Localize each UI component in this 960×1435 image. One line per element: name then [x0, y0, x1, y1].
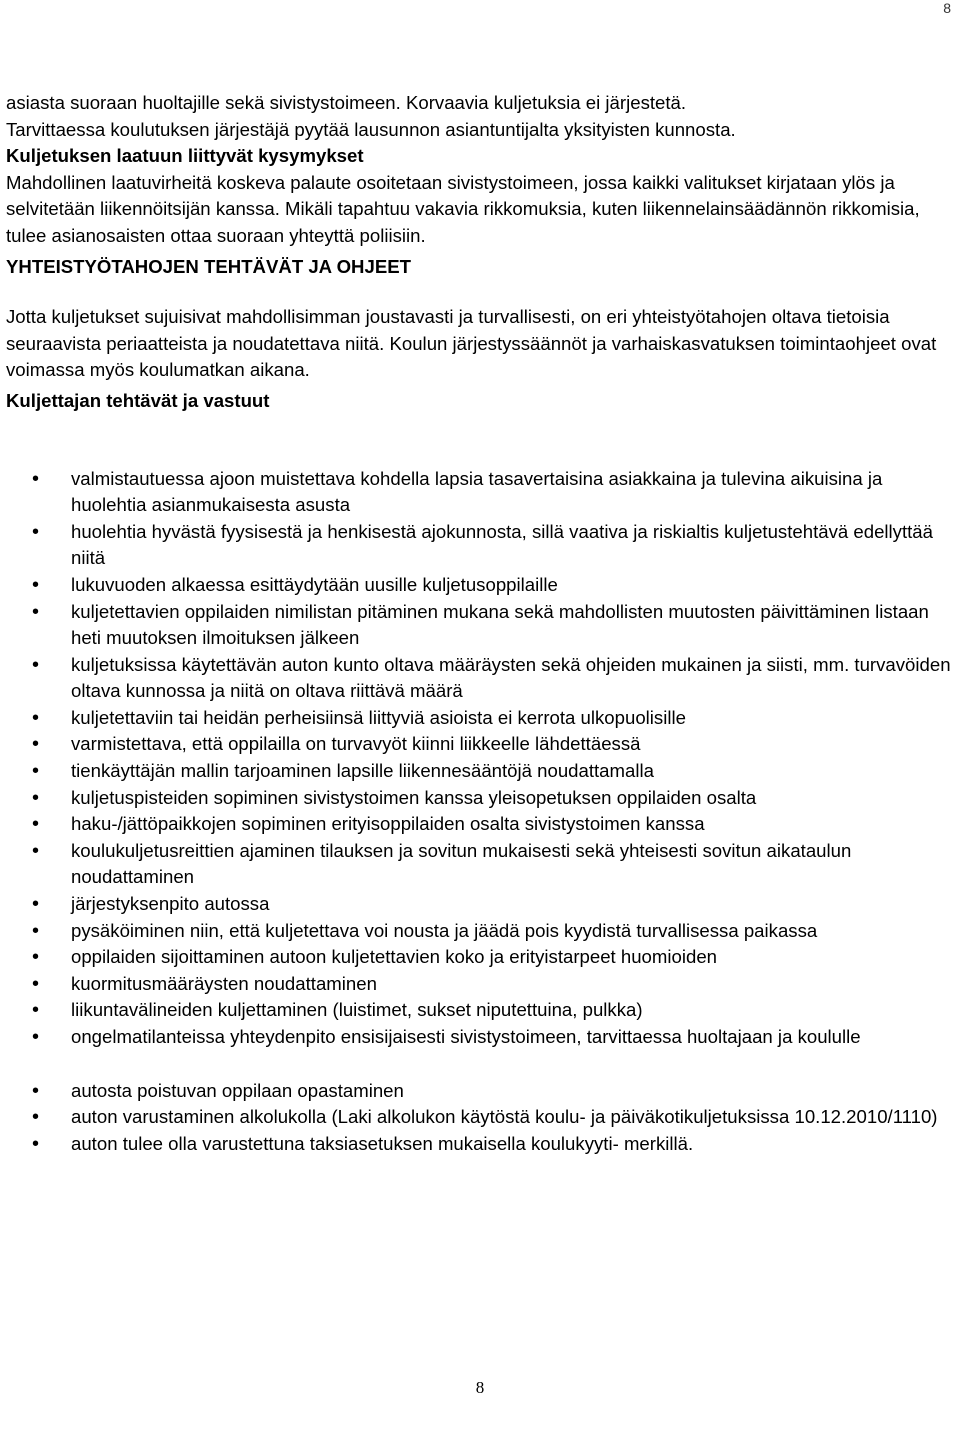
quality-paragraph: Mahdollinen laatuvirheitä koskeva palaute osoitetaan sivistystoimeen, jossa kaikki valitukset kirjataan ylös ja selvitetään liikennöitsijän kanssa. Mikäli tapahtuu vakavia rikkomuksia, kuten liikennelainsäädännön rikkomisia, tulee asianosaisten ottaa suoraan yhteyttä poliisiin. [6, 171, 920, 246]
intro-line-1: asiasta suoraan huoltajille sekä sivistystoimeen. Korvaavia kuljetuksia ei järjestetä. [6, 92, 687, 113]
list-item: • koulukuljetusreittien ajaminen tilauksen ja sovitun mukaisesti sekä yhteisesti sovitun aikataulun noudattaminen [6, 838, 956, 891]
list-item: • kuljetuksissa käytettävän auton kunto oltava määräysten sekä ohjeiden mukainen ja siisti, mm. turvavöiden oltava kunnossa ja niitä on oltava riittävä määrä [6, 652, 956, 705]
list-item: • kuljetuspisteiden sopiminen sivistystoimen kanssa yleisopetuksen oppilaiden osalta [6, 785, 956, 812]
quality-heading: Kuljetuksen laatuun liittyvät kysymykset [6, 145, 364, 167]
list-item: • auton varustaminen alkolukolla (Laki alkolukon käytöstä koulu- ja päiväkotikuljetuksissa 10.12.2010/1110) [6, 1104, 956, 1131]
list-item: • huolehtia hyvästä fyysisestä ja henkisestä ajokunnosta, sillä vaativa ja riskialtis kuljetustehtävä edellyttää niitä [6, 519, 956, 572]
document-body [6, 90, 956, 1157]
partners-heading: YHTEISTYÖTAHOJEN TEHTÄVÄT JA OHJEET [6, 255, 411, 277]
list-item: • autosta poistuvan oppilaan opastaminen [6, 1078, 956, 1105]
list-item: • kuljetettaviin tai heidän perheisiinsä liittyviä asioista ei kerrota ulkopuolisille [6, 705, 956, 732]
page-number-bottom: 8 [475, 1378, 485, 1397]
list-item: • valmistautuessa ajoon muistettava kohdella lapsia tasavertaisina asiakkaina ja tulevina aikuisina ja huolehtia asianmukaisesta asusta [6, 466, 956, 519]
list-item: • lukuvuoden alkaessa esittäydytään uusille kuljetusoppilaille [6, 572, 956, 599]
list-item: • tienkäyttäjän mallin tarjoaminen lapsille liikennesääntöjä noudattamalla [6, 758, 956, 785]
list-item: • pysäköiminen niin, että kuljetettava voi nousta ja jäädä pois kyydistä turvallisessa paikassa [6, 918, 956, 945]
list-item: • haku-/jättöpaikkojen sopiminen erityisoppilaiden osalta sivistystoimen kanssa [6, 811, 956, 838]
list-item: • kuormitusmääräysten noudattaminen [6, 971, 956, 998]
list-item: • liikuntavälineiden kuljettaminen (luistimet, sukset niputettuina, pulkka) [6, 997, 956, 1024]
page-number-top: 8 [943, 0, 951, 16]
list-item: • kuljetettavien oppilaiden nimilistan pitäminen mukana sekä mahdollisten muutosten päivittäminen listaan heti muutoksen ilmoituksen jälkeen [6, 599, 956, 652]
list-item: • järjestyksenpito autossa [6, 891, 956, 918]
driver-heading: Kuljettajan tehtävät ja vastuut [6, 389, 270, 411]
driver-duties-extra-list [6, 1078, 956, 1158]
list-item: • oppilaiden sijoittaminen autoon kuljetettavien koko ja erityistarpeet huomioiden [6, 944, 956, 971]
intro-line-2: Tarvittaessa koulutuksen järjestäjä pyytää lausunnon asiantuntijalta yksityisten kunnosta. [6, 118, 736, 140]
list-item: • varmistettava, että oppilailla on turvavyöt kiinni liikkeelle lähdettäessä [6, 731, 956, 758]
driver-duties-list [6, 466, 956, 1051]
list-item: • auton tulee olla varustettuna taksiasetuksen mukaisella koulukyyti- merkillä. [6, 1131, 956, 1158]
list-item: • ongelmatilanteissa yhteydenpito ensisijaisesti sivistystoimeen, tarvittaessa huoltajaan ja koululle [6, 1024, 956, 1051]
partners-paragraph: Jotta kuljetukset sujuisivat mahdollisimman joustavasti ja turvallisesti, on eri yhteistyötahojen oltava tietoisia seuraavista periaatteista ja noudatettava niitä. Koulun järjestyssäännöt ja varhaiskasvatuksen toimintaohjeet ovat voimassa myös koulumatkan aikana. [6, 306, 937, 381]
